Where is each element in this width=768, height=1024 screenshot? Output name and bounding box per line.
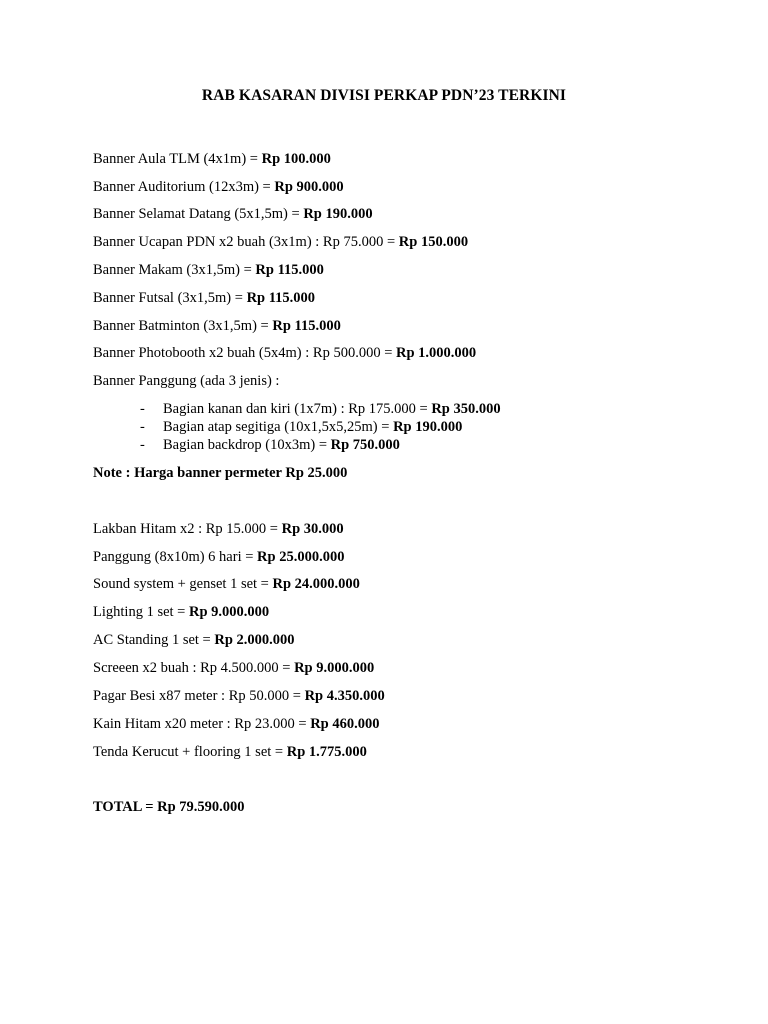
item-price: Rp 24.000.000 [272,576,360,592]
banner-line [93,233,468,251]
item-text: AC Standing 1 set = [93,632,215,648]
item-price: Rp 2.000.000 [214,632,295,648]
list-dash: - [140,437,145,453]
item-price: Rp 750.000 [330,437,400,453]
item-text: Screeen x2 buah : Rp 4.500.000 = [93,660,295,676]
item-text: Bagian kanan dan kiri (1x7m) : Rp 175.000 = [163,401,432,417]
item-text: Pagar Besi x87 meter : Rp 50.000 = [93,688,305,704]
stage-part-line [140,418,462,436]
item-line [93,520,344,538]
item-price: Rp 115.000 [246,290,316,306]
item-text: Banner Ucapan PDN x2 buah (3x1m) : Rp 75.000 = [93,234,399,250]
item-price: Rp 900.000 [274,179,344,195]
item-price: Rp 25.000.000 [257,549,345,565]
item-text: Tenda Kerucut + flooring 1 set = [93,744,287,760]
item-text: Lakban Hitam x2 : Rp 15.000 = [93,521,282,537]
stage-part-line [140,436,400,454]
item-price: Rp 460.000 [310,716,380,732]
item-line [93,715,380,733]
item-line [93,659,374,677]
price-note: Note : Harga banner permeter Rp 25.000 [93,465,348,481]
item-price: Rp 9.000.000 [294,660,375,676]
item-text: Kain Hitam x20 meter : Rp 23.000 = [93,716,311,732]
banner-line [93,372,279,390]
stage-part-line [140,400,501,418]
item-line [93,743,367,761]
item-line [93,603,269,621]
item-price: Rp 4.350.000 [304,688,385,704]
item-line [93,631,295,649]
list-dash: - [140,401,145,417]
item-text: Banner Makam (3x1,5m) = [93,262,256,278]
item-price: Rp 100.000 [261,151,331,167]
item-price: Rp 115.000 [255,262,324,278]
item-text: Sound system + genset 1 set = [93,576,273,592]
item-line [93,548,344,566]
item-text: Lighting 1 set = [93,604,189,620]
item-text: Banner Aula TLM (4x1m) = [93,151,262,167]
item-text: Banner Panggung (ada 3 jenis) : [93,373,280,389]
item-price: Rp 30.000 [281,521,344,537]
banner-line [93,289,315,307]
banner-line [93,205,373,223]
item-price: Rp 150.000 [398,234,469,250]
item-price: Rp 190.000 [393,419,463,435]
item-line [93,575,360,593]
item-text: Banner Futsal (3x1,5m) = [93,290,247,306]
item-price: Rp 1.000.000 [396,345,477,361]
item-price: Rp 190.000 [303,206,373,222]
item-text: Banner Auditorium (12x3m) = [93,179,275,195]
item-text: Bagian atap segitiga (10x1,5x5,25m) = [163,419,394,435]
item-text: Panggung (8x10m) 6 hari = [93,549,258,565]
item-price: Rp 1.775.000 [286,744,367,760]
item-text: Bagian backdrop (10x3m) = [163,437,331,453]
item-line [93,687,385,705]
item-text: Banner Selamat Datang (5x1,5m) = [93,206,304,222]
banner-line [93,317,341,335]
item-text: Banner Photobooth x2 buah (5x4m) : Rp 500.000 = [93,345,396,361]
document-title: RAB KASARAN DIVISI PERKAP PDN’23 TERKINI [201,87,567,104]
banner-line [93,178,344,196]
item-price: Rp 350.000 [431,401,501,417]
banner-line [93,261,324,279]
item-price: Rp 115.000 [272,318,341,334]
item-text: Banner Batminton (3x1,5m) = [93,318,273,334]
grand-total: TOTAL = Rp 79.590.000 [93,799,245,815]
list-dash: - [140,419,145,435]
item-price: Rp 9.000.000 [188,604,270,620]
banner-line [93,150,331,168]
banner-line [93,344,476,362]
